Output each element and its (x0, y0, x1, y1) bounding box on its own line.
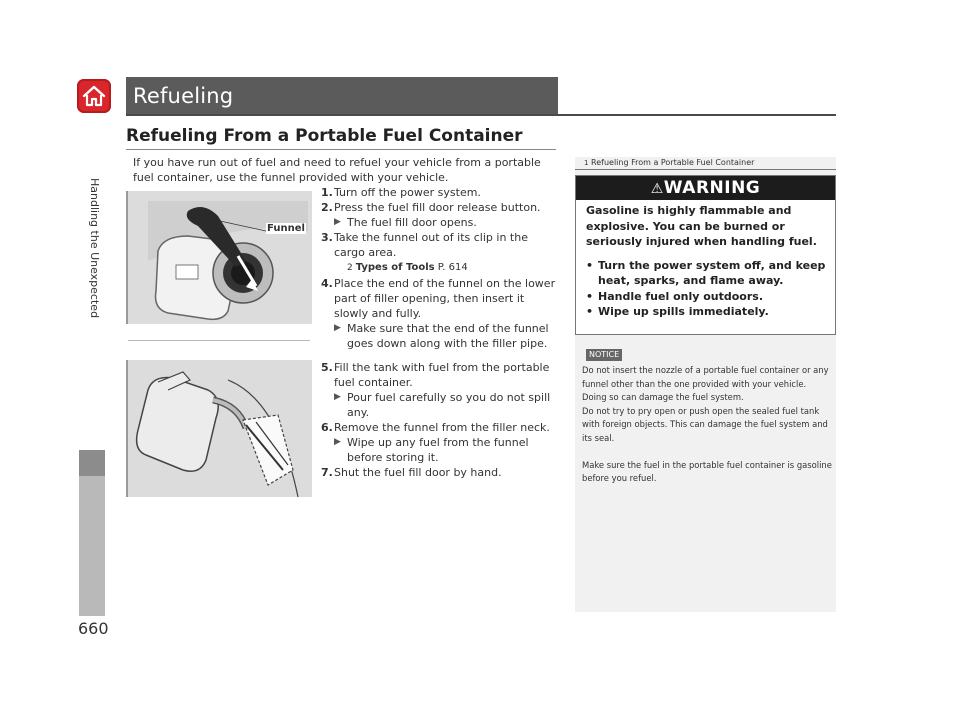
result-arrow-icon: ▶ (334, 323, 341, 333)
notice-paragraph: Do not try to pry open or push open the sealed fuel tank with foreign objects. This can damage the fuel system and its seal. (582, 405, 828, 443)
intro-paragraph: If you have run out of fuel and need to refuel your vehicle from a portable fuel container, use the funnel provided with your vehicle. (133, 156, 541, 184)
chapter-side-label (87, 178, 101, 448)
step-text: Place the end of the funnel on the lower part of filler opening, then insert it slowly and fully. (334, 277, 556, 320)
warning-title: ⚠WARNING (650, 178, 761, 198)
home-icon[interactable] (77, 79, 111, 113)
fuel-container-pouring-illustration (126, 360, 312, 497)
cross-reference[interactable] (321, 260, 561, 276)
notice-badge: NOTICE (586, 349, 622, 361)
warning-bullet: • Handle fuel only outdoors. (586, 289, 831, 305)
step-number: 3. (321, 231, 333, 244)
header-rule (126, 114, 836, 116)
step-4-result (321, 321, 561, 351)
warning-body (586, 203, 831, 320)
step-6-result (321, 435, 561, 465)
notice-paragraph: Do not insert the nozzle of a portable fuel container or any funnel other than the one provided with your vehicle. Doing so can damage the fuel system. (582, 365, 829, 403)
funnel-insertion-illustration (126, 191, 312, 324)
warning-lead: Gasoline is highly flammable and explosive. You can be burned or seriously injured when handling fuel. (586, 204, 817, 248)
step-7 (321, 465, 561, 480)
chapter-tab[interactable] (79, 450, 105, 476)
warning-triangle-icon: ⚠ (650, 181, 664, 197)
warning-bullet: • Wipe up spills immediately. (586, 304, 831, 320)
figure-divider (128, 340, 310, 341)
step-5-result (321, 390, 561, 420)
chapter-side-label-text: Handling the Unexpected (88, 178, 101, 319)
page-number: 660 (78, 619, 109, 638)
step-number: 5. (321, 361, 333, 374)
notes-marker: 1 (584, 159, 589, 167)
result-text: Make sure that the end of the funnel goes down along with the filler pipe. (347, 322, 549, 350)
step-text: Press the fuel fill door release button. (334, 201, 541, 214)
step-text: Fill the tank with fuel from the portable fuel container. (334, 361, 550, 389)
step-2-result (321, 215, 561, 230)
result-text: Wipe up any fuel from the funnel before storing it. (347, 436, 529, 464)
section-rule (126, 149, 556, 150)
result-arrow-icon: ▶ (334, 437, 341, 447)
step-5 (321, 360, 561, 390)
step-2 (321, 200, 561, 215)
funnel-callout: Funnel (267, 223, 305, 234)
result-text: The fuel fill door opens. (347, 216, 477, 229)
reference-page: P. 614 (437, 262, 468, 273)
warning-bullet: • Turn the power system off, and keep heat, sparks, and flame away. (586, 258, 831, 289)
warning-bullets (586, 258, 831, 320)
steps-list (321, 185, 561, 480)
chapter-tab-track (79, 476, 105, 616)
step-3 (321, 230, 561, 260)
result-arrow-icon: ▶ (334, 217, 341, 227)
reference-arrow-icon: 2 (347, 263, 353, 273)
notice-text (582, 364, 832, 486)
step-number: 6. (321, 421, 333, 434)
notes-header-text: 1 Refueling From a Portable Fuel Container (584, 158, 755, 167)
result-text: Pour fuel carefully so you do not spill any. (347, 391, 551, 419)
step-4 (321, 276, 561, 321)
step-text: Take the funnel out of its clip in the cargo area. (334, 231, 528, 259)
step-number: 7. (321, 466, 333, 479)
step-number: 4. (321, 277, 333, 290)
step-text: Turn off the power system. (334, 186, 481, 199)
step-6 (321, 420, 561, 435)
section-title: Refueling From a Portable Fuel Container (126, 126, 523, 146)
step-text: Shut the fuel fill door by hand. (334, 466, 502, 479)
step-1 (321, 185, 561, 200)
page-title: Refueling (133, 84, 234, 108)
step-number: 1. (321, 186, 333, 199)
step-number: 2. (321, 201, 333, 214)
result-arrow-icon: ▶ (334, 392, 341, 402)
notice-paragraph: Make sure the fuel in the portable fuel container is gasoline before you refuel. (582, 459, 832, 484)
step-text: Remove the funnel from the filler neck. (334, 421, 550, 434)
reference-label[interactable]: Types of Tools (355, 262, 435, 273)
